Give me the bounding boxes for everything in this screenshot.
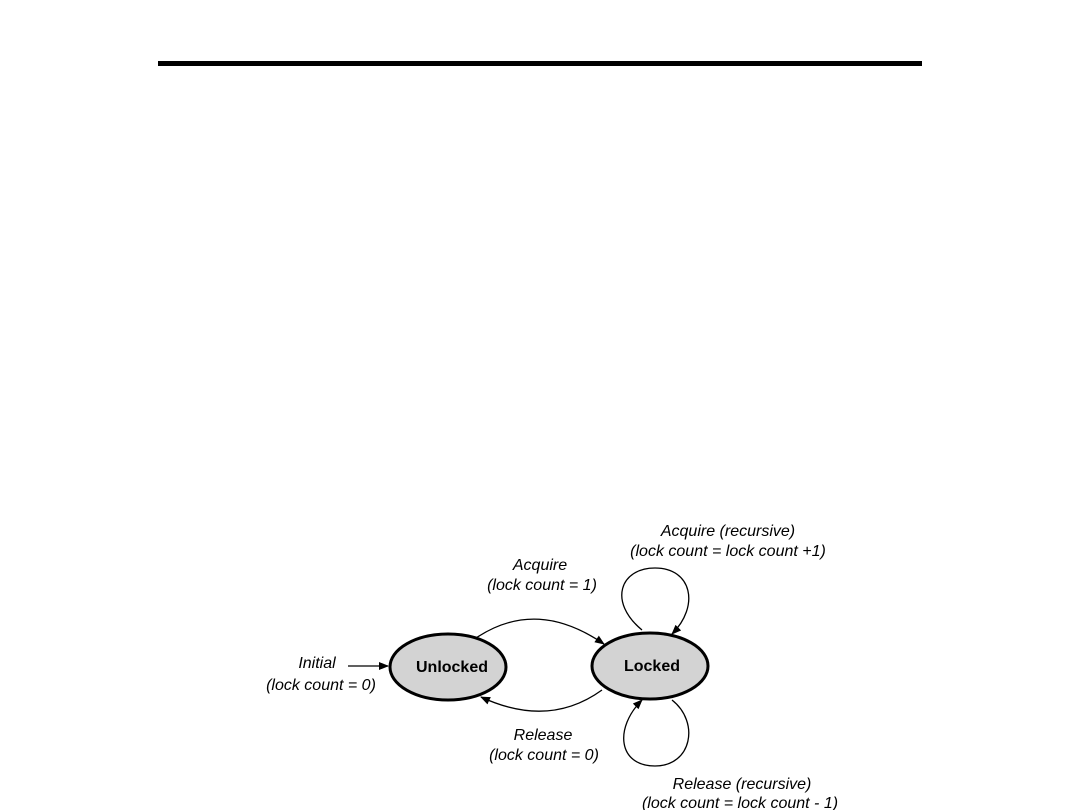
acquire-recursive-loop-arrow [622, 568, 689, 634]
release-recursive-label: Release (recursive) [672, 776, 812, 793]
release-recursive-count-label: (lock count = lock count - 1) [641, 795, 839, 810]
state-locked-label: Locked [623, 658, 681, 675]
release-transition-arrow [481, 690, 602, 711]
state-unlocked-label: Unlocked [415, 659, 489, 676]
acquire-count-label: (lock count = 1) [487, 577, 597, 594]
release-recursive-loop-arrow [624, 700, 689, 766]
acquire-recursive-count-label: (lock count = lock count +1) [630, 543, 826, 560]
acquire-label: Acquire [512, 557, 568, 574]
state-unlocked [390, 634, 506, 700]
initial-label: Initial [298, 655, 336, 672]
acquire-transition-arrow [476, 619, 604, 644]
acquire-recursive-label: Acquire (recursive) [660, 523, 796, 540]
state-locked [592, 633, 708, 699]
release-label: Release [513, 727, 573, 744]
initial-count-label: (lock count = 0) [266, 677, 376, 694]
release-count-label: (lock count = 0) [489, 747, 599, 764]
